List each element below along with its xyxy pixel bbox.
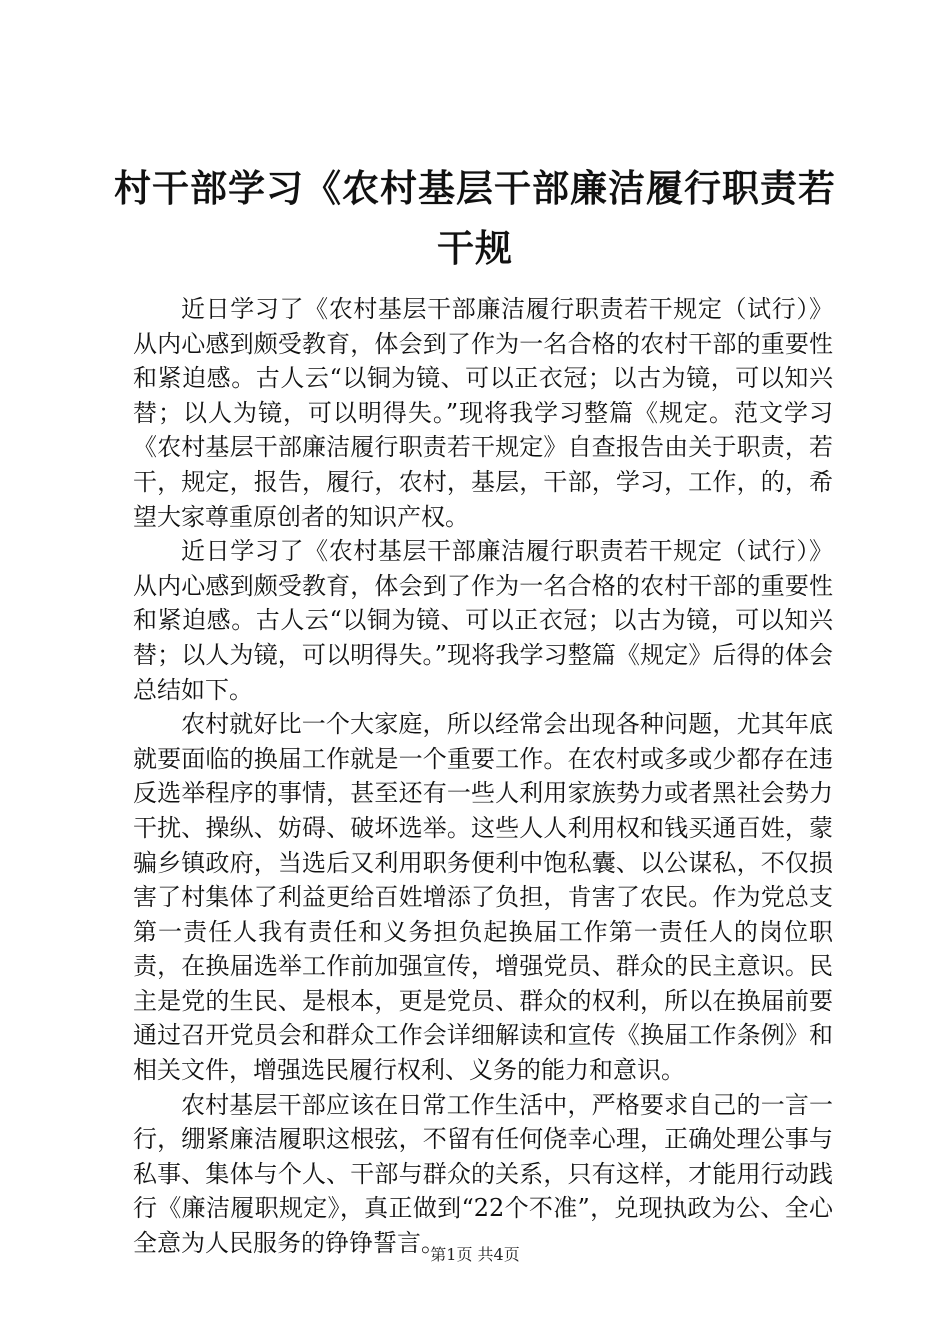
document-title: 村干部学习《农村基层干部廉洁履行职责若干规	[114, 166, 836, 270]
paragraph-3: 农村就好比一个大家庭，所以经常会出现各种问题，尤其年底就要面临的换届工作就是一个重要工作。在农村或多或少都存在违反选举程序的事情，甚至还有一些人利用家族势力或者黑社会势力干扰、操纵、妨碍、破坏选举。这些人人利用权和钱买通百姓，蒙骗乡镇政府，当选后又利用职务便利中饱私囊、以公谋私，不仅损害了村集体了利益更给百姓增添了负担，肯害了农民。作为党总支第一责任人我有责任和义务担负起换届工作第一责任人的岗位职责，在换届选举工作前加强宣传，增强党员、群众的民主意识。民主是党的生民、是根本，更是党员、群众的权利，所以在换届前要通过召开党员会和群众工作会详细解读和宣传《换届工作条例》和相关文件，增强选民履行权利、义务的能力和意识。	[133, 710, 833, 1085]
page-number-footer: 第1页 共4页	[430, 1245, 520, 1264]
paragraph-2: 近日学习了《农村基层干部廉洁履行职责若干规定（试行）》从内心感到颇受教育，体会到了作为一名合格的农村干部的重要性和紧迫感。古人云“以铜为镜、可以正衣冠；以古为镜，可以知兴替；以人为镜，可以明得失。”现将我学习整篇《规定》后得的体会总结如下。	[133, 537, 833, 704]
document-body	[133, 292, 833, 1261]
paragraph-1: 近日学习了《农村基层干部廉洁履行职责若干规定（试行）》从内心感到颇受教育，体会到了作为一名合格的农村干部的重要性和紧迫感。古人云“以铜为镜、可以正衣冠；以古为镜，可以知兴替；以人为镜，可以明得失。”现将我学习整篇《规定。范文学习《农村基层干部廉洁履行职责若干规定》自查报告由关于职责，若干，规定，报告，履行，农村，基层，干部，学习，工作，的，希望大家尊重原创者的知识产权。	[133, 295, 833, 531]
paragraph-4: 农村基层干部应该在日常工作生活中，严格要求自己的一言一行，绷紧廉洁履职这根弦，不留有任何侥幸心理，正确处理公事与私事、集体与个人、干部与群众的关系，只有这样，才能用行动践行《廉洁履职规定》，真正做到“22个不准”，兑现执政为公、全心全意为人民服务的铮铮誓言。	[133, 1090, 833, 1258]
